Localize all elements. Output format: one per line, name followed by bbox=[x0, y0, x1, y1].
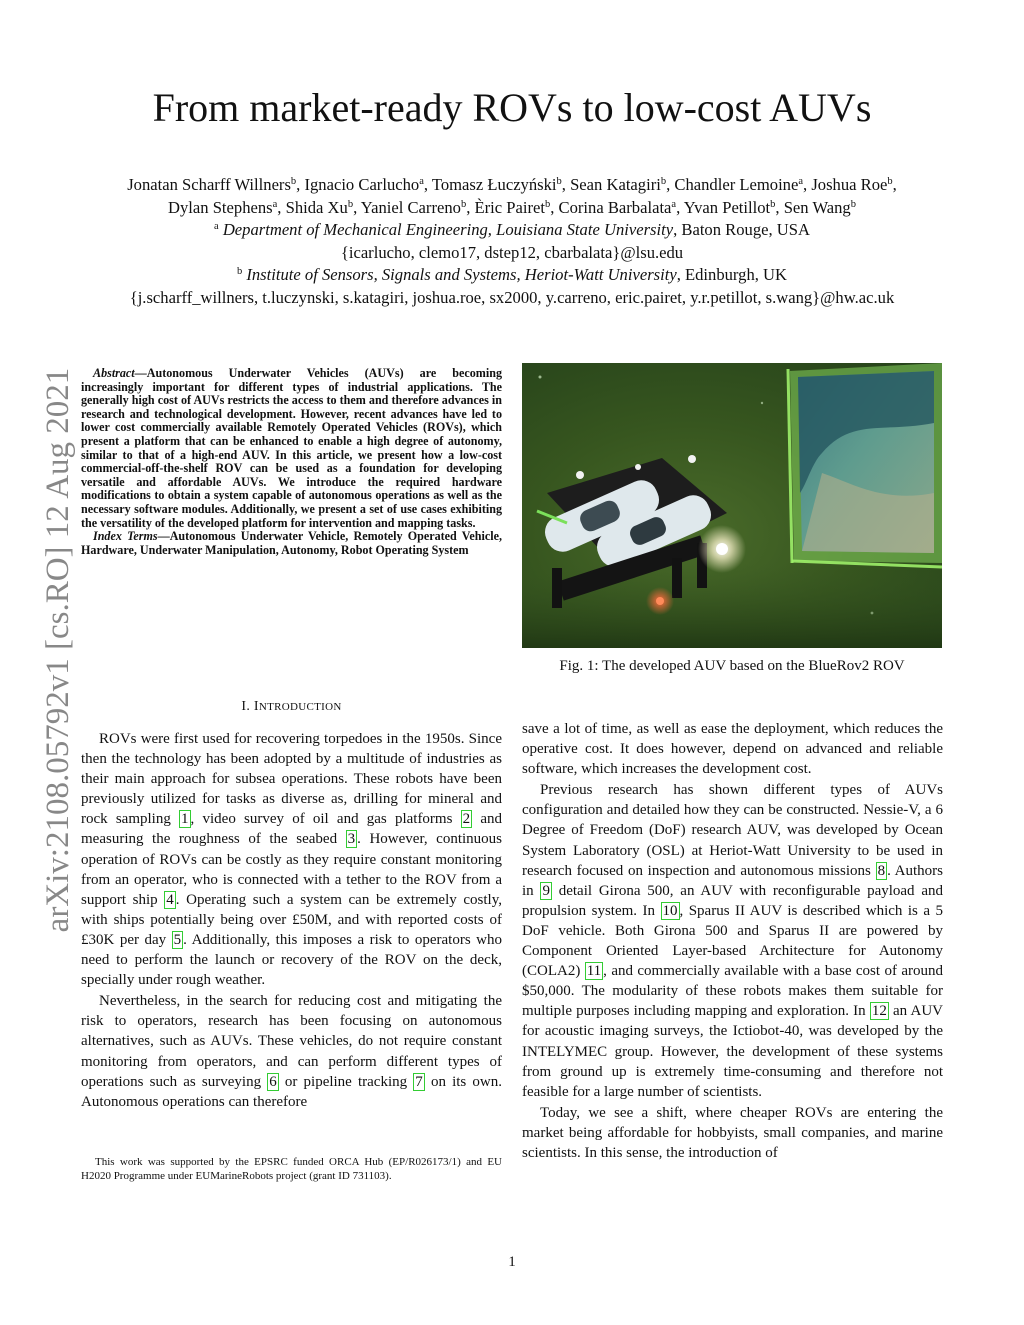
author-name: Ignacio Carlucho bbox=[304, 175, 420, 194]
author-separator: , bbox=[353, 197, 361, 217]
affiliation-mark: b bbox=[347, 198, 354, 210]
affiliation-mark: b bbox=[660, 176, 667, 187]
particle bbox=[761, 402, 763, 404]
particle bbox=[539, 376, 542, 379]
section-number: I. bbox=[241, 699, 254, 714]
author-separator: , bbox=[466, 197, 475, 217]
section-title-rest: NTRODUCTION bbox=[258, 701, 342, 713]
author-name: Corina Barbalata bbox=[558, 197, 672, 217]
affiliation-mark: b bbox=[850, 198, 856, 210]
affiliation-location: , Edinburgh, UK bbox=[676, 265, 788, 284]
affiliation-emails-a: {icarlucho, clemo17, dstep12, cbarbalata}@lsu.edu bbox=[340, 242, 684, 262]
index-terms-label: Index Terms bbox=[93, 529, 158, 544]
author-separator: , bbox=[676, 197, 684, 217]
affiliation-mark: a bbox=[214, 221, 219, 232]
citation-link[interactable]: 2 bbox=[462, 811, 471, 828]
affiliation-mark: a bbox=[671, 198, 677, 210]
affiliation-name: Department of Mechanical Engineering, Louisiana State University bbox=[222, 220, 674, 239]
abstract-label: Abstract bbox=[93, 366, 135, 380]
text-run: . However, continuous operation of ROVs can be costly as they require constant monitoring from an operator, who is connected with a tether to the ROV from a support ship bbox=[81, 831, 502, 908]
citation-link[interactable]: 6 bbox=[269, 1073, 277, 1090]
citation-link[interactable]: 1 bbox=[181, 811, 189, 828]
author-separator: , bbox=[561, 175, 571, 194]
text-run: Nevertheless, in the search for reducing cost and mitigating the risk to operators, research has been focusing on autonomous alternatives, such as AUVs. These vehicles, do not require constant monitoring from operators, and can perform different types of operations such as surveying bbox=[81, 993, 502, 1090]
paragraph: Today, we see a shift, where cheaper ROVs are entering the market being affordable for hobbyists, small companies, and marine scientists. In this sense, the introduction of bbox=[522, 1104, 943, 1161]
right-column-body bbox=[522, 719, 943, 1163]
text-run: detail Girona 500, an AUV with reconfigurable payload and propulsion system. In bbox=[522, 882, 943, 919]
affiliation-name: Institute of Sensors, Signals and Systems, Heriot-Watt University bbox=[246, 265, 677, 284]
citation-link[interactable]: 9 bbox=[542, 882, 550, 899]
affiliation-mark: b bbox=[460, 198, 467, 210]
author-name: Dylan Stephens bbox=[168, 197, 273, 217]
paragraph bbox=[81, 991, 502, 1112]
paragraph bbox=[522, 780, 943, 1102]
section-first-letter: I bbox=[253, 699, 259, 714]
text-run: , video survey of oil and gas platforms bbox=[190, 811, 461, 828]
author-separator: , bbox=[666, 175, 675, 194]
affiliation-mark: a bbox=[272, 198, 278, 210]
author-separator: , bbox=[423, 175, 432, 194]
left-column-body bbox=[81, 729, 502, 1112]
affiliation-emails-b: {j.scharff_willners, t.luczynski, s.katagiri, joshua.roe, sx2000, y.carreno, eric.pairet, y.r.petillot, s.wang}@hw.ac.uk bbox=[129, 287, 895, 307]
text-run: on its own. Autonomous operations can therefore bbox=[81, 1073, 502, 1110]
author-name: Joshua Roe bbox=[811, 175, 888, 194]
author-separator: , bbox=[892, 175, 897, 194]
text-run: , and commercially available with a base cost of around $50,000. The modularity of these robots makes them suitable for multiple purposes including mapping and exploration. In bbox=[522, 963, 943, 1020]
affiliation-mark: b bbox=[544, 198, 551, 210]
display-screen bbox=[788, 363, 942, 567]
paragraph: save a lot of time, as well as ease the deployment, which reduces the operative cost. It does however, depend on advanced and reliable software, which increases the development cost. bbox=[522, 721, 943, 778]
author-name: Èric Pairet bbox=[474, 197, 545, 217]
affiliation-mark: a bbox=[419, 176, 424, 187]
affiliation-mark: a bbox=[798, 176, 804, 187]
author-name: Sen Wang bbox=[783, 197, 851, 217]
affiliation-mark: b bbox=[556, 176, 562, 187]
text-run: . Additionally, this imposes a risk to operators who need to perform the launch or recovery of the ROV on the deck, specially under rough weather. bbox=[81, 931, 502, 989]
author-name: Tomasz Łuczyński bbox=[431, 175, 557, 194]
citation-link[interactable]: 12 bbox=[871, 1003, 887, 1020]
author-name: Shida Xu bbox=[285, 197, 348, 217]
affiliation-location: , Baton Rouge, USA bbox=[673, 220, 810, 239]
abstract-dash: — bbox=[134, 366, 147, 380]
particle bbox=[871, 612, 874, 615]
author-separator: , bbox=[803, 175, 812, 194]
citation-link[interactable]: 3 bbox=[347, 831, 356, 848]
citation-link[interactable]: 4 bbox=[166, 891, 174, 908]
page-number: 1 bbox=[508, 1254, 516, 1270]
citation-link[interactable]: 10 bbox=[662, 902, 678, 919]
abstract-text: Autonomous Underwater Vehicles (AUVs) are becoming increasingly important for different types of industrial applications. The generally high cost of AUVs restricts the access to them and therefore advances in research and technological development. However, recent advances have led to lower cost commercially available Remotely Operated Vehicles (ROVs), which present a platform that can be enhanced to enable a high degree of autonomy, similar to that of a high-end AUV. In this article, we present how a low-cost commercial-off-the-shelf ROV can be used as a foundation for developing versatile and affordable AUVs. We introduce the required hardware modifications to obtain a system capable of autonomous operations as well as the necessary software modules. Additionally, we present a set of use cases exhibiting the versatility of the developed platform for intervention and mapping tasks. bbox=[81, 366, 502, 530]
auv-photo-illustration bbox=[522, 363, 942, 648]
author-name: Chandler Lemoine bbox=[674, 175, 799, 194]
author-block bbox=[40, 174, 984, 309]
text-run: . Operating such a system can be extremely costly, with ships potentially being over £50M, and with reported costs of £30K per day bbox=[81, 891, 502, 948]
affiliation-b bbox=[40, 264, 984, 287]
citation-link[interactable]: 8 bbox=[877, 862, 886, 879]
figure-auv-photo bbox=[522, 363, 942, 648]
section-heading bbox=[81, 698, 502, 716]
footnote bbox=[81, 1156, 502, 1183]
affiliation-mark: b bbox=[236, 266, 243, 277]
index-terms-text: Autonomous Underwater Vehicle, Remotely Operated Vehicle, Hardware, Underwater Manipulation, Autonomy, Robot Operating System bbox=[81, 529, 502, 557]
author-name: Jonatan Scharff Willners bbox=[127, 175, 291, 194]
figure-caption: Fig. 1: The developed AUV based on the BlueRov2 ROV bbox=[559, 658, 905, 674]
author-name: Yaniel Carreno bbox=[360, 197, 461, 217]
text-run: . Authors in bbox=[522, 862, 944, 899]
author-separator: , bbox=[775, 197, 784, 217]
abstract-paragraph bbox=[81, 367, 502, 530]
text-run: Previous research has shown different types of AUVs configuration and detailed how they can be constructed. Nessie-V, a 6 Degree of Freedom (DoF) research AUV, was developed by Ocean System Laboratory (OSL) at Heriot-Watt University to be used in research focused on inspection and autonomous missions bbox=[522, 782, 943, 879]
author-separator: , bbox=[277, 197, 286, 217]
author-name: Yvan Petillot bbox=[683, 197, 771, 217]
text-run: , Sparus II AUV is described which is a 5 DoF vehicle. Both Girona 500 and Sparus II are powered by Component Oriented Layer-based Architecture for Autonomy (COLA2) bbox=[522, 902, 943, 980]
index-terms bbox=[81, 530, 502, 557]
abstract-dash: — bbox=[157, 529, 170, 544]
affiliation-mark: b bbox=[290, 176, 297, 187]
text-run: an AUV for acoustic imaging surveys, the Ictiobot-40, was developed by the INTELYMEC group. However, the development of these systems from ground up is extremely time-consuming and therefore not feasible for a large number of scientists. bbox=[522, 1003, 943, 1100]
paragraph bbox=[81, 729, 502, 990]
footnote-text: This work was supported by the EPSRC funded ORCA Hub (EP/R026173/1) and EU H2020 Programme under EUMarineRobots project (grant ID 731103). bbox=[81, 1156, 502, 1182]
author-line-1 bbox=[40, 174, 984, 197]
affiliation-a bbox=[40, 219, 984, 242]
citation-link[interactable]: 7 bbox=[415, 1073, 423, 1090]
text-run: ROVs were first used for recovering torpedoes in the 1950s. Since then the technology has been adopted by a multitude of industries as their main approach for subsea operations. These robots have been previously utilized for tasks as diverse as, drilling for mineral and rock sampling bbox=[81, 731, 502, 828]
citation-link[interactable]: 5 bbox=[173, 931, 182, 948]
author-name: Sean Katagiri bbox=[570, 175, 661, 194]
affiliation-mark: b bbox=[887, 176, 893, 187]
abstract bbox=[81, 367, 502, 557]
author-separator: , bbox=[550, 197, 559, 217]
citation-link[interactable]: 11 bbox=[586, 963, 602, 980]
paper-title: From market-ready ROVs to low-cost AUVs bbox=[152, 85, 872, 130]
author-line-2 bbox=[40, 197, 984, 220]
author-separator: , bbox=[296, 175, 305, 194]
text-run: and measuring the roughness of the seabed bbox=[81, 811, 502, 848]
arxiv-identifier: arXiv:2108.05792v1 [cs.RO] 12 Aug 2021 bbox=[40, 367, 76, 933]
text-run: or pipeline tracking bbox=[278, 1073, 414, 1090]
affiliation-mark: b bbox=[770, 198, 776, 210]
